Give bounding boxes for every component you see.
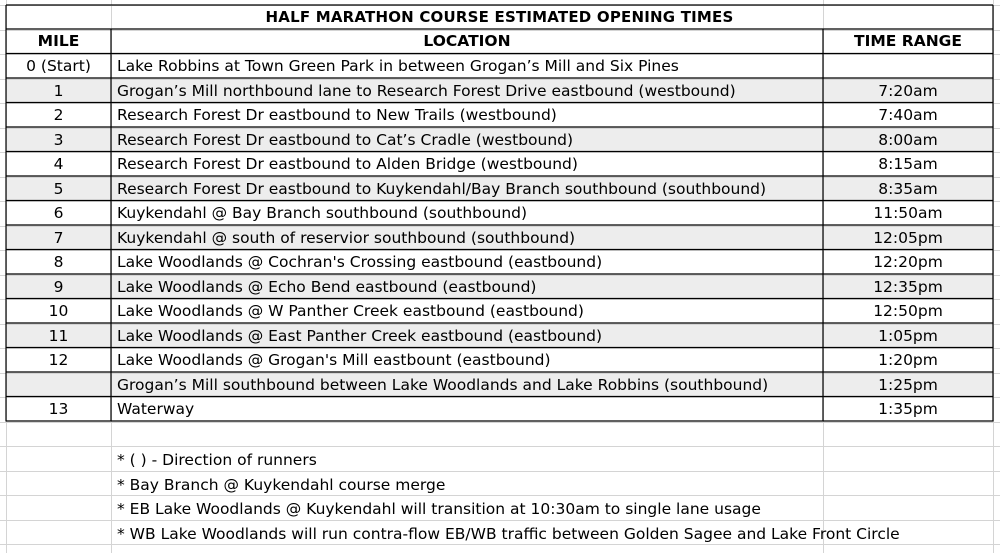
- note-line[interactable]: * ( ) - Direction of runners: [117, 451, 317, 469]
- time-cell[interactable]: 1:35pm: [878, 400, 938, 418]
- mile-cell[interactable]: 2: [53, 106, 64, 124]
- location-cell[interactable]: Lake Woodlands @ East Panther Creek eastbound (eastbound): [117, 326, 603, 345]
- time-cell[interactable]: 8:00am: [878, 130, 938, 149]
- mile-cell[interactable]: 11: [48, 326, 69, 345]
- time-cell[interactable]: 8:15am: [878, 155, 938, 173]
- mile-cell[interactable]: 5: [53, 179, 64, 198]
- mile-cell[interactable]: 12: [48, 351, 69, 369]
- mile-cell[interactable]: 8: [53, 253, 64, 271]
- header-mile: MILE: [37, 32, 80, 50]
- note-line[interactable]: * Bay Branch @ Kuykendahl course merge: [117, 475, 446, 494]
- mile-cell[interactable]: 6: [53, 204, 64, 222]
- location-cell[interactable]: Research Forest Dr eastbound to New Trails (westbound): [117, 106, 557, 124]
- mile-cell[interactable]: 13: [48, 400, 69, 418]
- header-time-range: TIME RANGE: [854, 32, 962, 50]
- mile-cell[interactable]: 7: [53, 228, 64, 247]
- mile-cell[interactable]: 4: [53, 155, 64, 173]
- location-cell[interactable]: Grogan’s Mill southbound between Lake Woodlands and Lake Robbins (southbound): [117, 375, 769, 394]
- mile-cell[interactable]: 1: [53, 81, 64, 100]
- location-cell[interactable]: Research Forest Dr eastbound to Cat’s Cradle (westbound): [117, 130, 574, 149]
- location-cell[interactable]: Research Forest Dr eastbound to Alden Bridge (westbound): [117, 155, 578, 173]
- mile-cell[interactable]: 3: [53, 130, 64, 149]
- location-cell[interactable]: Lake Woodlands @ Grogan's Mill eastbount (eastbound): [117, 351, 551, 369]
- header-location: LOCATION: [423, 32, 511, 50]
- note-line[interactable]: * EB Lake Woodlands @ Kuykendahl will transition at 10:30am to single lane usage: [117, 500, 761, 518]
- time-cell[interactable]: 1:20pm: [878, 351, 938, 369]
- location-cell[interactable]: Lake Woodlands @ Echo Bend eastbound (eastbound): [117, 277, 537, 296]
- location-cell[interactable]: Grogan’s Mill northbound lane to Research Forest Drive eastbound (westbound): [117, 81, 736, 100]
- location-cell[interactable]: Research Forest Dr eastbound to Kuykendahl/Bay Branch southbound (southbound): [117, 179, 767, 198]
- time-cell[interactable]: 1:25pm: [878, 375, 938, 394]
- location-cell[interactable]: Kuykendahl @ Bay Branch southbound (southbound): [117, 204, 528, 222]
- mile-cell[interactable]: 9: [53, 277, 64, 296]
- location-cell[interactable]: Waterway: [117, 400, 195, 418]
- time-cell[interactable]: 8:35am: [878, 179, 938, 198]
- location-cell[interactable]: Lake Woodlands @ Cochran's Crossing eastbound (eastbound): [117, 253, 603, 271]
- location-cell[interactable]: Lake Robbins at Town Green Park in between Grogan’s Mill and Six Pines: [117, 57, 679, 75]
- mile-cell[interactable]: 10: [48, 302, 69, 320]
- note-line[interactable]: * WB Lake Woodlands will run contra-flow EB/WB traffic between Golden Sagee and Lake Front Circle: [117, 524, 900, 543]
- time-cell[interactable]: 1:05pm: [878, 326, 938, 345]
- mile-cell[interactable]: 0 (Start): [26, 57, 91, 75]
- time-cell[interactable]: 7:20am: [878, 81, 938, 100]
- time-cell[interactable]: [823, 54, 993, 78]
- location-cell[interactable]: Lake Woodlands @ W Panther Creek eastbound (eastbound): [117, 302, 584, 320]
- time-cell[interactable]: 12:05pm: [873, 228, 943, 247]
- time-cell[interactable]: 12:35pm: [873, 277, 943, 296]
- table-title: HALF MARATHON COURSE ESTIMATED OPENING TIMES: [265, 8, 734, 26]
- mile-cell[interactable]: [6, 373, 111, 397]
- time-cell[interactable]: 12:20pm: [873, 253, 943, 271]
- time-cell[interactable]: 7:40am: [878, 106, 938, 124]
- time-cell[interactable]: 11:50am: [873, 204, 943, 222]
- time-cell[interactable]: 12:50pm: [873, 302, 943, 320]
- location-cell[interactable]: Kuykendahl @ south of reservior southbound (southbound): [117, 228, 576, 247]
